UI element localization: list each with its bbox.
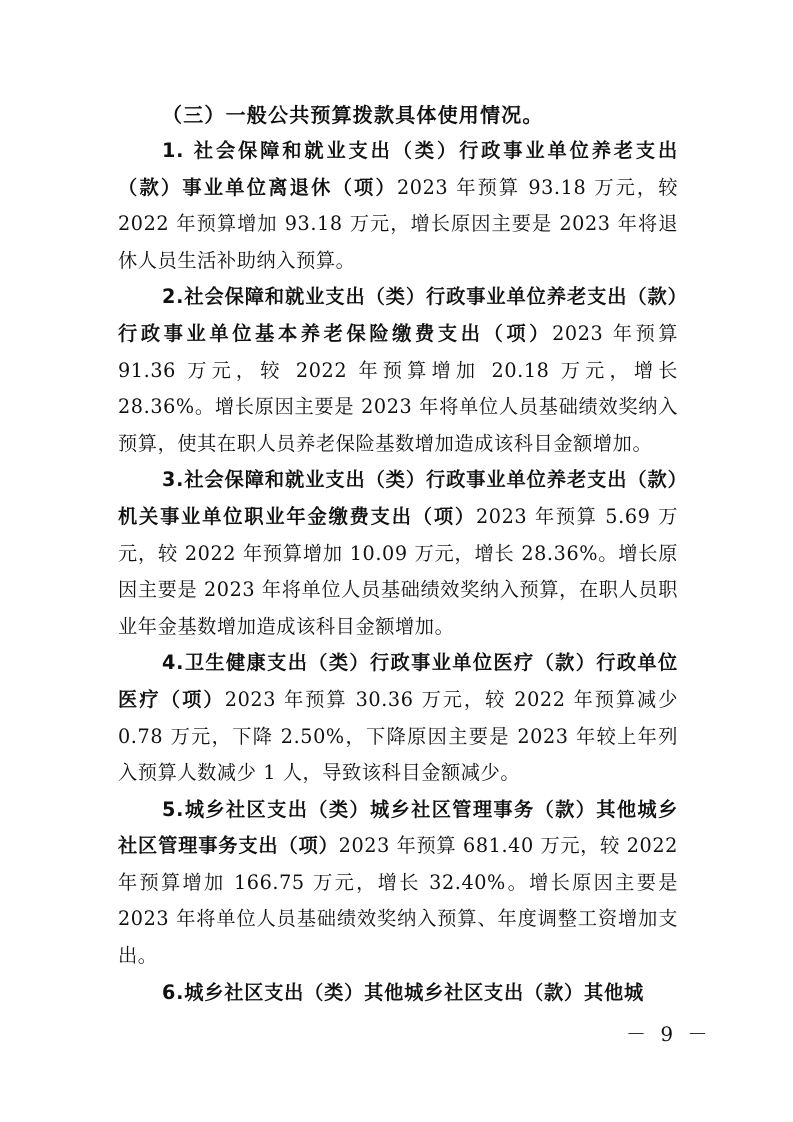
item-lead: 2.社会保障和就业支出（类）行政事业单位养老支出（款）行政事业单位基本养老保险缴费支出（项） <box>118 285 678 345</box>
item-body: 2023 年预算 93.18 万元，较 2022 年预算增加 93.18 万元，增长原因主要是 2023 年将退休人员生活补助纳入预算。 <box>118 175 678 272</box>
list-item <box>118 279 678 462</box>
list-item <box>118 133 678 279</box>
item-body: 2023 年预算 681.40 万元，较 2022 年预算增加 166.75 万元，增长 32.40%。增长原因主要是 2023 年将单位人员基础绩效奖纳入预算、年度调整工资增加支出。 <box>118 834 678 968</box>
item-lead: 1. 社会保障和就业支出（类）行政事业单位养老支出（款）事业单位离退休（项） <box>118 139 678 199</box>
list-item <box>118 975 678 1012</box>
item-body: 2023 年预算 30.36 万元，较 2022 年预算减少 0.78 万元，下降 2.50%，下降原因主要是 2023 年较上年列入预算人数减少 1 人，导致该科目金额减少。 <box>118 687 678 785</box>
item-body: 2023 年预算 91.36 万元，较 2022 年预算增加 20.18 万元，增长 28.36%。增长原因主要是 2023 年将单位人员基础绩效奖纳入预算，使其在职人员养老保险基数增加造成该科目金额增加。 <box>118 321 678 455</box>
list-item <box>118 462 678 645</box>
list-item <box>118 792 678 975</box>
item-lead: 6.城乡社区支出（类）其他城乡社区支出（款）其他城 <box>162 980 644 1004</box>
item-lead: 5.城乡社区支出（类）城乡社区管理事务（款）其他城乡社区管理事务支出（项） <box>118 797 678 858</box>
item-lead: 4.卫生健康支出（类）行政事业单位医疗（款）行政单位医疗（项） <box>118 651 678 711</box>
item-lead: 3.社会保障和就业支出（类）行政事业单位养老支出（款）机关事业单位职业年金缴费支出（项） <box>118 468 678 528</box>
section-heading: （三）一般公共预算拨款具体使用情况。 <box>162 103 544 127</box>
list-item <box>118 645 678 791</box>
page-number: － 9 － <box>626 1022 712 1046</box>
page-content <box>118 97 678 1011</box>
item-body: 2023 年预算 5.69 万元，较 2022 年预算增加 10.09 万元，增长 28.36%。增长原因主要是 2023 年将单位人员基础绩效奖纳入预算，在职人员职业年金基数增加造成该科目金额增加。 <box>118 504 678 638</box>
